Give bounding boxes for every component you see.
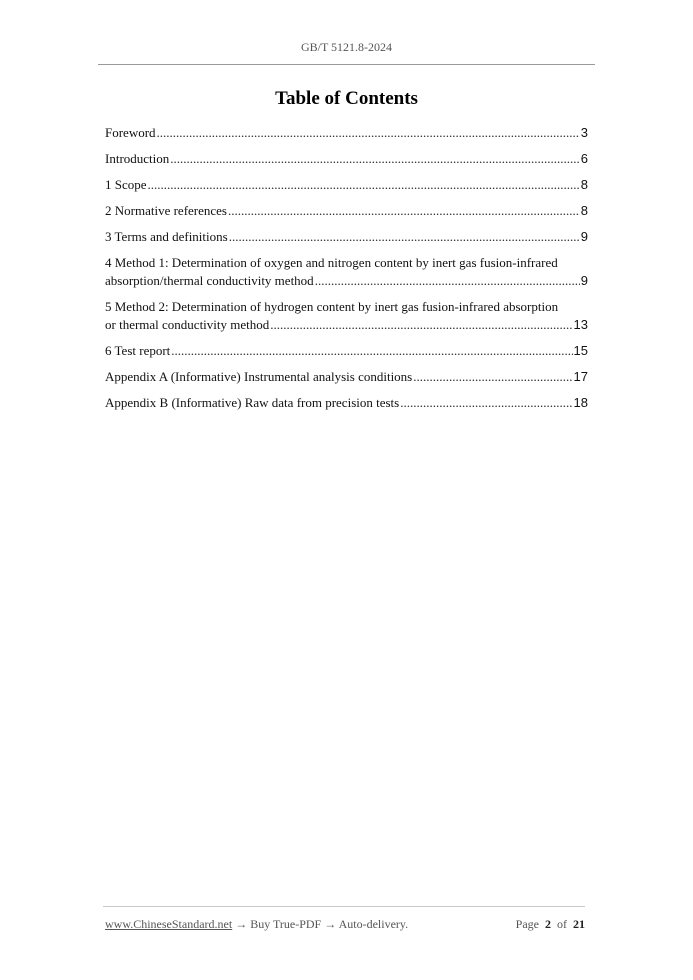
toc-entry-text: 6 Test report — [105, 343, 171, 358]
toc-entry-test-report[interactable] — [105, 342, 588, 360]
toc-leader-dots — [413, 368, 572, 386]
toc-entry-text-line1: 4 Method 1: Determination of oxygen and nitrogen content by inert gas fusion-infrared — [105, 255, 558, 270]
auto-delivery-text: Auto-delivery. — [338, 917, 409, 931]
toc-leader-dots — [315, 272, 580, 290]
toc-leader-dots — [229, 228, 580, 246]
toc-entry-method-1[interactable] — [105, 254, 588, 290]
toc-entry-scope[interactable] — [105, 176, 588, 194]
toc-page-number: 18 — [573, 395, 588, 410]
arrow-icon: → — [324, 917, 337, 931]
running-header: GB/T 5121.8-2024 — [300, 40, 393, 54]
toc-entry-appendix-b[interactable] — [105, 394, 588, 412]
toc-page-number: 13 — [573, 317, 588, 332]
toc-leader-dots — [400, 394, 572, 412]
toc-entry-appendix-a[interactable] — [105, 368, 588, 386]
total-pages-number: 21 — [573, 917, 585, 931]
arrow-icon: → — [235, 917, 248, 931]
toc-leader-dots — [171, 342, 572, 360]
toc-entry-text: Foreword — [105, 125, 156, 140]
toc-entry-text: Appendix B (Informative) Raw data from precision tests — [105, 395, 400, 410]
toc-leader-dots — [148, 176, 580, 194]
website-link[interactable]: www.ChineseStandard.net — [105, 917, 233, 931]
toc-entry-terms-definitions[interactable] — [105, 228, 588, 246]
toc-page-number: 6 — [580, 151, 588, 166]
toc-page-number: 15 — [573, 343, 588, 358]
toc-entry-text: 1 Scope — [105, 177, 147, 192]
toc-entry-normative-references[interactable] — [105, 202, 588, 220]
buy-true-pdf-text: Buy True-PDF — [250, 917, 322, 931]
header-divider — [98, 64, 595, 65]
toc-entry-foreword[interactable] — [105, 124, 588, 142]
toc-page-number: 17 — [573, 369, 588, 384]
toc-page-number: 8 — [580, 177, 588, 192]
toc-entry-text-line1: 5 Method 2: Determination of hydrogen content by inert gas fusion-infrared absorption — [105, 299, 559, 314]
toc-entry-text: 2 Normative references — [105, 203, 227, 218]
toc-leader-dots — [170, 150, 580, 168]
toc-entry-method-2[interactable] — [105, 298, 588, 334]
page-indicator — [516, 917, 585, 932]
page-footer — [105, 917, 585, 932]
toc-leader-dots — [228, 202, 580, 220]
toc-entry-text: or thermal conductivity method — [105, 317, 270, 332]
toc-page-number: 8 — [580, 203, 588, 218]
toc-entry-text: absorption/thermal conductivity method — [105, 273, 314, 288]
toc-entry-introduction[interactable] — [105, 150, 588, 168]
of-label: of — [557, 917, 567, 931]
toc-leader-dots — [270, 316, 572, 334]
toc-entry-text: Appendix A (Informative) Instrumental analysis conditions — [105, 369, 413, 384]
page-label: Page — [515, 917, 539, 931]
toc-list — [105, 124, 588, 420]
toc-page-number: 9 — [580, 273, 588, 288]
toc-page-number: 9 — [580, 229, 588, 244]
toc-leader-dots — [157, 124, 580, 142]
current-page-number: 2 — [545, 917, 551, 931]
footer-divider — [103, 906, 585, 907]
toc-page-number: 3 — [580, 125, 588, 140]
toc-entry-text: 3 Terms and definitions — [105, 229, 228, 244]
toc-title: Table of Contents — [275, 88, 418, 109]
toc-entry-text: Introduction — [105, 151, 170, 166]
footer-promo — [105, 917, 408, 932]
